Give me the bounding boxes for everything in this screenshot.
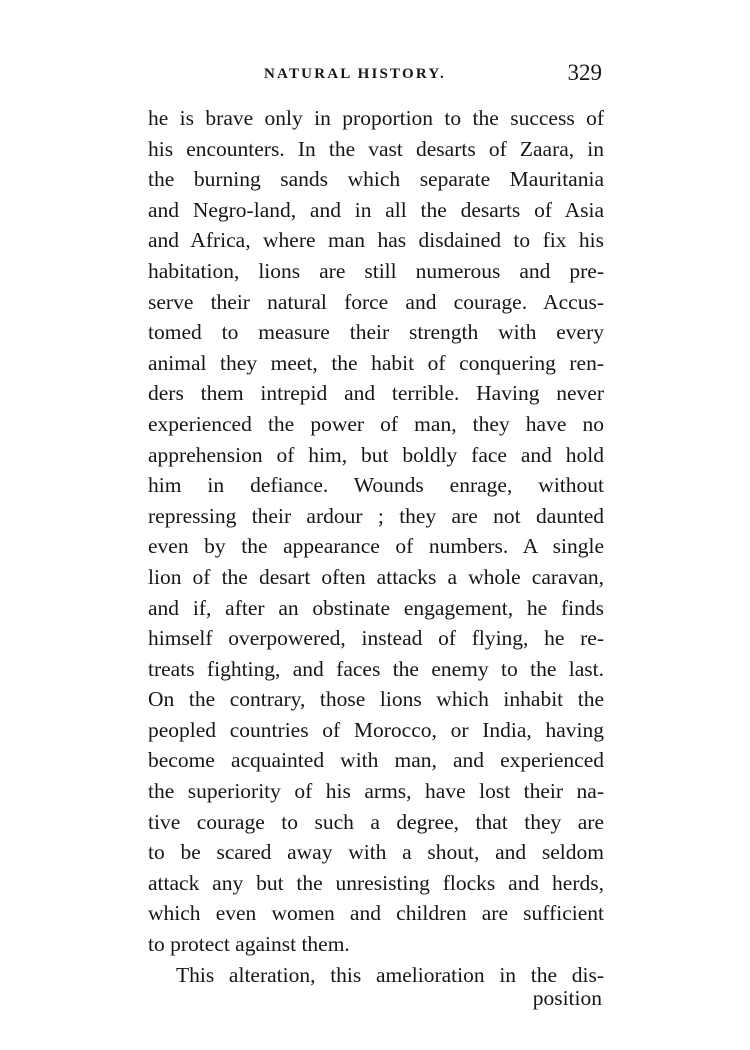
catchword: position (532, 986, 602, 1010)
text-line: apprehension of him, but boldly face and hold (148, 442, 604, 467)
text-line: him in defiance. Wounds enrage, without (148, 473, 604, 498)
running-head: NATURAL HISTORY. (264, 66, 446, 82)
text-line: serve their natural force and courage. Accus- (148, 289, 604, 314)
text-line: and Negro-land, and in all the desarts of Asia (148, 197, 604, 222)
text-line: animal they meet, the habit of conquering ren- (148, 350, 604, 375)
text-line: to protect against them. (148, 932, 350, 957)
text-line: habitation, lions are still numerous and pre- (148, 258, 604, 283)
text-line: he is brave only in proportion to the success of (148, 106, 604, 130)
text-line: tive courage to such a degree, that they are (148, 809, 604, 834)
text-line: become acquainted with man, and experienced (148, 748, 604, 773)
text-line: On the contrary, those lions which inhabit the (148, 687, 604, 712)
text-line: and Africa, where man has disdained to fix his (148, 228, 604, 253)
text-line: the burning sands which separate Mauritania (148, 167, 604, 192)
text-line: repressing their ardour ; they are not daunted (148, 503, 604, 528)
text-line: and if, after an obstinate engagement, he finds (148, 595, 604, 620)
text-line: his encounters. In the vast desarts of Zaara, in (148, 136, 604, 161)
text-line: which even women and children are sufficient (148, 901, 604, 926)
page-header (148, 60, 602, 90)
text-line: to be scared away with a shout, and seldom (148, 840, 604, 865)
text-line: ders them intrepid and terrible. Having never (148, 381, 604, 406)
text-line: peopled countries of Morocco, or India, having (148, 717, 604, 742)
text-line: treats fighting, and faces the enemy to the last. (148, 656, 604, 681)
text-line: lion of the desart often attacks a whole caravan, (148, 564, 604, 589)
text-line: even by the appearance of numbers. A single (148, 534, 604, 559)
text-line: experienced the power of man, they have no (148, 411, 604, 436)
text-line: This alteration, this amelioration in the dis- (176, 962, 604, 987)
page-number: 329 (567, 60, 602, 85)
text-line: tomed to measure their strength with every (148, 320, 604, 345)
catchword-row (148, 986, 602, 1018)
text-line: the superiority of his arms, have lost their na- (148, 779, 604, 804)
text-line: attack any but the unresisting flocks and herds, (148, 870, 604, 895)
text-line: himself overpowered, instead of flying, he re- (148, 626, 604, 651)
body-text (148, 103, 604, 990)
